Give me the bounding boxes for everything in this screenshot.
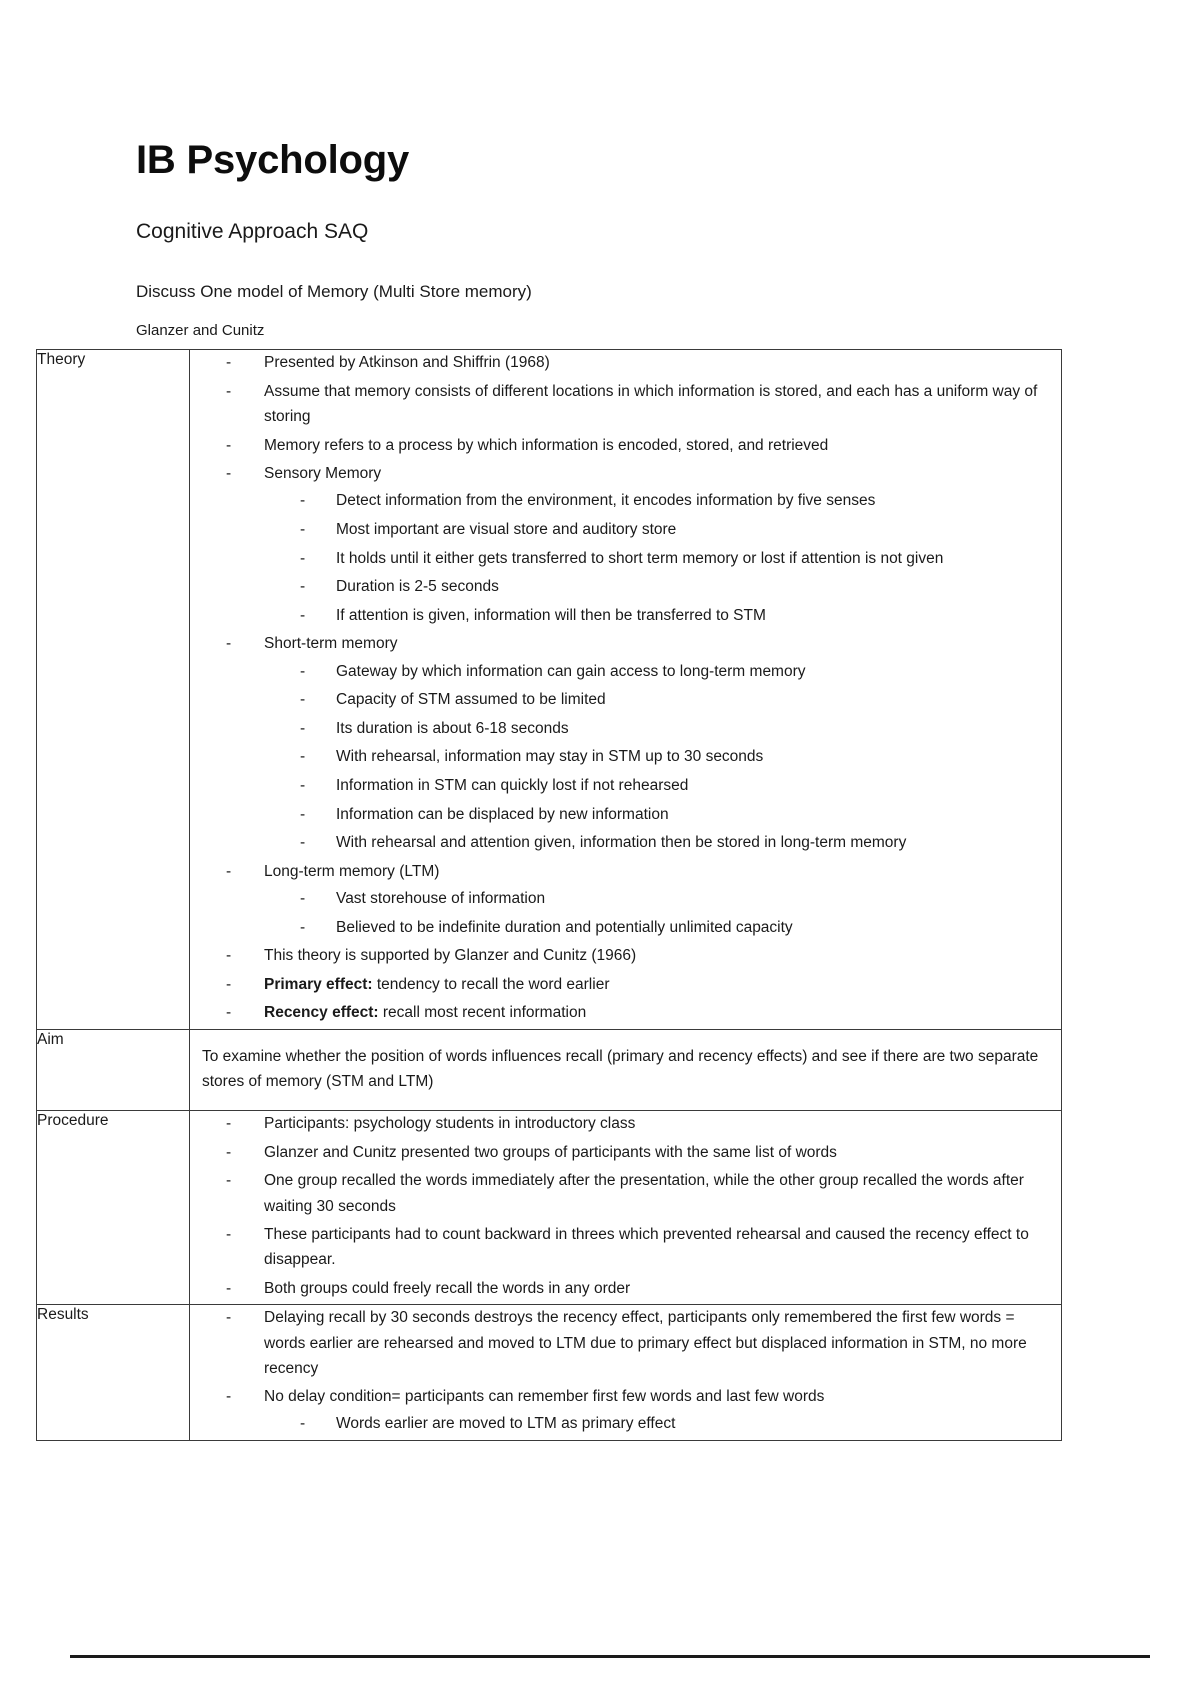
- list-item: [190, 1276, 1061, 1301]
- sub-list-item: [264, 574, 1057, 599]
- sub-bullet-list: [264, 1411, 1057, 1436]
- bullet-text: Short-term memory: [264, 635, 398, 653]
- bullet-text: Assume that memory consists of different locations in which information is stored, and each has a uniform way of storing: [264, 382, 1038, 426]
- bullet-text: Delaying recall by 30 seconds destroys the recency effect, participants only remembered the first few words = words earlier are rehearsed and moved to LTM due to primary effect but displaced information in STM, no more recency: [264, 1309, 1027, 1377]
- essay-prompt: Discuss One model of Memory (Multi Store memory): [136, 281, 532, 301]
- bullet-text: These participants had to count backward in threes which prevented rehearsal and caused the recency effect to disappear.: [264, 1226, 1029, 1269]
- sub-list-item: [264, 546, 1057, 571]
- sub-list-item: [264, 830, 1057, 855]
- study-name: Glanzer and Cunitz: [136, 322, 265, 340]
- list-item: [190, 1222, 1061, 1272]
- sub-bullet-text: Words earlier are moved to LTM as primary effect: [336, 1415, 676, 1433]
- bullet-list: [190, 1305, 1061, 1436]
- bullet-text: tendency to recall the word earlier: [372, 975, 610, 993]
- bullet-list: [190, 1111, 1061, 1301]
- bullet-bold-term: Recency effect:: [264, 1004, 379, 1022]
- study-summary-table: [36, 349, 1062, 1441]
- row-label-theory: Theory: [37, 350, 190, 1030]
- bullet-text: One group recalled the words immediately after the presentation, while the other group recalled the words after waiting 30 seconds: [264, 1172, 1024, 1215]
- list-item: [190, 461, 1061, 628]
- list-item: [190, 1168, 1061, 1218]
- table-row: [37, 350, 1062, 1030]
- sub-bullet-text: Information in STM can quickly lost if not rehearsed: [336, 777, 689, 795]
- sub-list-item: [264, 886, 1057, 911]
- bullet-text: Both groups could freely recall the words in any order: [264, 1279, 631, 1297]
- sub-bullet-text: Capacity of STM assumed to be limited: [336, 691, 606, 709]
- sub-list-item: [264, 517, 1057, 542]
- sub-bullet-text: With rehearsal and attention given, information then be stored in long-term memory: [336, 834, 907, 852]
- sub-bullet-text: Detect information from the environment, it encodes information by five senses: [336, 492, 876, 510]
- list-item: [190, 433, 1061, 458]
- list-item: [190, 1140, 1061, 1165]
- row-label-aim: Aim: [37, 1030, 190, 1111]
- bullet-text: Memory refers to a process by which information is encoded, stored, and retrieved: [264, 436, 829, 454]
- list-item: [190, 1000, 1061, 1025]
- sub-list-item: [264, 659, 1057, 684]
- sub-bullet-text: With rehearsal, information may stay in STM up to 30 seconds: [336, 748, 764, 766]
- sub-bullet-text: Believed to be indefinite duration and potentially unlimited capacity: [336, 918, 793, 936]
- bullet-text: Sensory Memory: [264, 465, 382, 483]
- row-content-theory: [190, 350, 1062, 1030]
- bullet-text: This theory is supported by Glanzer and Cunitz (1966): [264, 947, 637, 965]
- sub-bullet-list: [264, 886, 1057, 940]
- sub-bullet-text: Gateway by which information can gain access to long-term memory: [336, 662, 806, 680]
- sub-list-item: [264, 716, 1057, 741]
- sub-bullet-text: Duration is 2-5 seconds: [336, 578, 499, 596]
- sub-list-item: [264, 488, 1057, 513]
- sub-list-item: [264, 603, 1057, 628]
- list-item: [190, 943, 1061, 968]
- sub-list-item: [264, 687, 1057, 712]
- sub-bullet-list: [264, 488, 1057, 628]
- sub-bullet-text: Vast storehouse of information: [336, 889, 546, 907]
- sub-bullet-list: [264, 659, 1057, 856]
- sub-bullet-text: If attention is given, information will then be transferred to STM: [336, 606, 766, 624]
- table-row: [37, 1111, 1062, 1305]
- row-content-results: [190, 1305, 1062, 1441]
- table-row: [37, 1030, 1062, 1111]
- sub-list-item: [264, 1411, 1057, 1436]
- row-content-aim: [190, 1030, 1062, 1111]
- row-label-procedure: Procedure: [37, 1111, 190, 1305]
- sub-list-item: [264, 802, 1057, 827]
- bullet-text: Presented by Atkinson and Shiffrin (1968): [264, 354, 550, 372]
- table-row: [37, 1305, 1062, 1441]
- sub-bullet-text: Its duration is about 6-18 seconds: [336, 719, 569, 737]
- sub-bullet-text: Information can be displaced by new information: [336, 805, 669, 823]
- table-body: [37, 350, 1062, 1441]
- list-item: [190, 1384, 1061, 1436]
- sub-bullet-text: It holds until it either gets transferred to short term memory or lost if attention is not given: [336, 549, 944, 567]
- bullet-text: No delay condition= participants can remember first few words and last few words: [264, 1388, 825, 1406]
- list-item: [190, 1111, 1061, 1136]
- sub-bullet-text: Most important are visual store and auditory store: [336, 521, 677, 539]
- bullet-bold-term: Primary effect:: [264, 975, 373, 993]
- page-title: IB Psychology: [136, 138, 410, 182]
- list-item: [190, 350, 1061, 375]
- list-item: [190, 1305, 1061, 1380]
- list-item: [190, 972, 1061, 997]
- document-subtitle: Cognitive Approach SAQ: [136, 219, 369, 243]
- bullet-list: [190, 350, 1061, 1025]
- aim-paragraph: To examine whether the position of words influences recall (primary and recency effects) and see if there are two separate stores of memory (STM and LTM): [202, 1048, 1039, 1091]
- bullet-text: Glanzer and Cunitz presented two groups of participants with the same list of words: [264, 1143, 837, 1161]
- bullet-text: Long-term memory (LTM): [264, 862, 440, 880]
- row-label-results: Results: [37, 1305, 190, 1441]
- list-item: [190, 859, 1061, 940]
- row-content-procedure: [190, 1111, 1062, 1305]
- footer-divider: [70, 1655, 1150, 1658]
- sub-list-item: [264, 915, 1057, 940]
- sub-list-item: [264, 744, 1057, 769]
- list-item: [190, 379, 1061, 429]
- bullet-text: recall most recent information: [378, 1004, 587, 1022]
- sub-list-item: [264, 773, 1057, 798]
- list-item: [190, 631, 1061, 855]
- bullet-text: Participants: psychology students in introductory class: [264, 1115, 636, 1133]
